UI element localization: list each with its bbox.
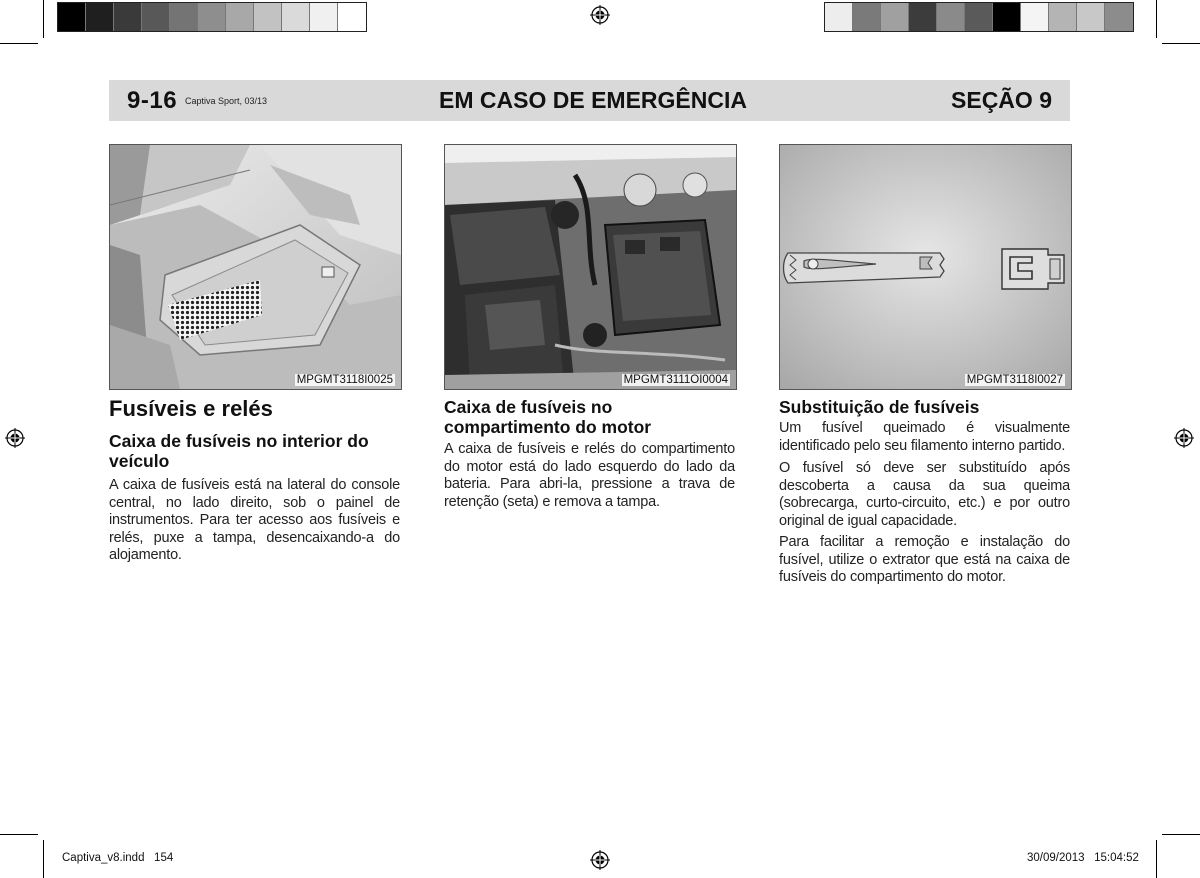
calibration-swatch: [965, 3, 993, 31]
section-heading: Fusíveis e relés: [109, 396, 273, 421]
figure-code: MPGMT3111OI0004: [623, 374, 728, 386]
crop-mark: [43, 0, 44, 38]
calibration-swatch: [881, 3, 909, 31]
calibration-swatch: [58, 3, 86, 31]
registration-mark-icon: [590, 850, 610, 870]
color-calibration-bar-right: [824, 2, 1134, 32]
figure-fuse-puller: [779, 144, 1072, 390]
color-calibration-bar-left: [57, 2, 367, 32]
calibration-swatch: [1021, 3, 1049, 31]
engine-compartment-photo: [445, 145, 736, 389]
page-header: [109, 80, 1070, 121]
calibration-swatch: [114, 3, 142, 31]
crop-mark: [1162, 43, 1200, 44]
figure-interior-fuse-panel: [109, 144, 402, 390]
page-number: 9-16: [127, 87, 178, 114]
calibration-swatch: [254, 3, 282, 31]
figure-engine-compartment: [444, 144, 737, 390]
calibration-swatch: [1049, 3, 1077, 31]
body-paragraph: A caixa de fusíveis está na lateral do console central, no lado direito, sob o painel de instrumentos. Para ter acesso aos fusíveis e relés, puxe a tampa, desencaixando-a do alojamento.: [109, 477, 400, 563]
calibration-swatch: [993, 3, 1021, 31]
interior-fuse-panel-photo: [110, 145, 401, 389]
subsection-heading: Caixa de fusíveis no compartimento do motor: [444, 397, 652, 437]
calibration-swatch: [170, 3, 198, 31]
crop-mark: [43, 840, 44, 878]
fuse-puller-and-fuse-photo: [780, 145, 1071, 389]
registration-mark-icon: [590, 5, 610, 25]
crop-mark: [1156, 0, 1157, 38]
crop-mark: [0, 834, 38, 835]
crop-mark: [1156, 840, 1157, 878]
print-timestamp: 30/09/2013 15:04:52: [1027, 852, 1139, 864]
body-paragraph: O fusível só deve ser substituído após descoberta a causa da sua queima (sobrecarga, curto-circuito, etc.) e por outro original de igual capacidade.: [779, 460, 1070, 529]
subsection-heading: Substituição de fusíveis: [779, 397, 980, 417]
document-reference: Captiva Sport, 03/13: [185, 96, 268, 106]
calibration-swatch: [226, 3, 254, 31]
body-paragraph: Para facilitar a remoção e instalação do fusível, utilize o extrator que está na caixa de fusíveis do compartimento do motor.: [779, 534, 1070, 585]
body-paragraph: A caixa de fusíveis e relés do compartimento do motor está do lado esquerdo do lado da bateria. Para abri-la, pressione a trava de retenção (seta) e remova a tampa.: [444, 441, 735, 510]
calibration-swatch: [338, 3, 366, 31]
figure-code: MPGMT3118I0025: [296, 374, 393, 386]
calibration-swatch: [282, 3, 310, 31]
calibration-swatch: [310, 3, 338, 31]
subsection-heading: Caixa de fusíveis no interior do veículo: [109, 431, 369, 471]
calibration-swatch: [198, 3, 226, 31]
calibration-swatch: [825, 3, 853, 31]
calibration-swatch: [1077, 3, 1105, 31]
section-label: SEÇÃO 9: [951, 87, 1052, 113]
crop-mark: [0, 43, 38, 44]
calibration-swatch: [937, 3, 965, 31]
body-paragraph: Um fusível queimado é visualmente identificado pelo seu filamento interno partido.: [779, 420, 1070, 454]
crop-mark: [1162, 834, 1200, 835]
calibration-swatch: [86, 3, 114, 31]
calibration-swatch: [142, 3, 170, 31]
calibration-swatch: [853, 3, 881, 31]
file-slug: Captiva_v8.indd 154: [62, 852, 174, 864]
registration-mark-icon: [1174, 428, 1194, 448]
figure-code: MPGMT3118I0027: [966, 374, 1063, 386]
registration-mark-icon: [5, 428, 25, 448]
calibration-swatch: [1105, 3, 1133, 31]
calibration-swatch: [909, 3, 937, 31]
chapter-title: EM CASO DE EMERGÊNCIA: [439, 87, 747, 113]
